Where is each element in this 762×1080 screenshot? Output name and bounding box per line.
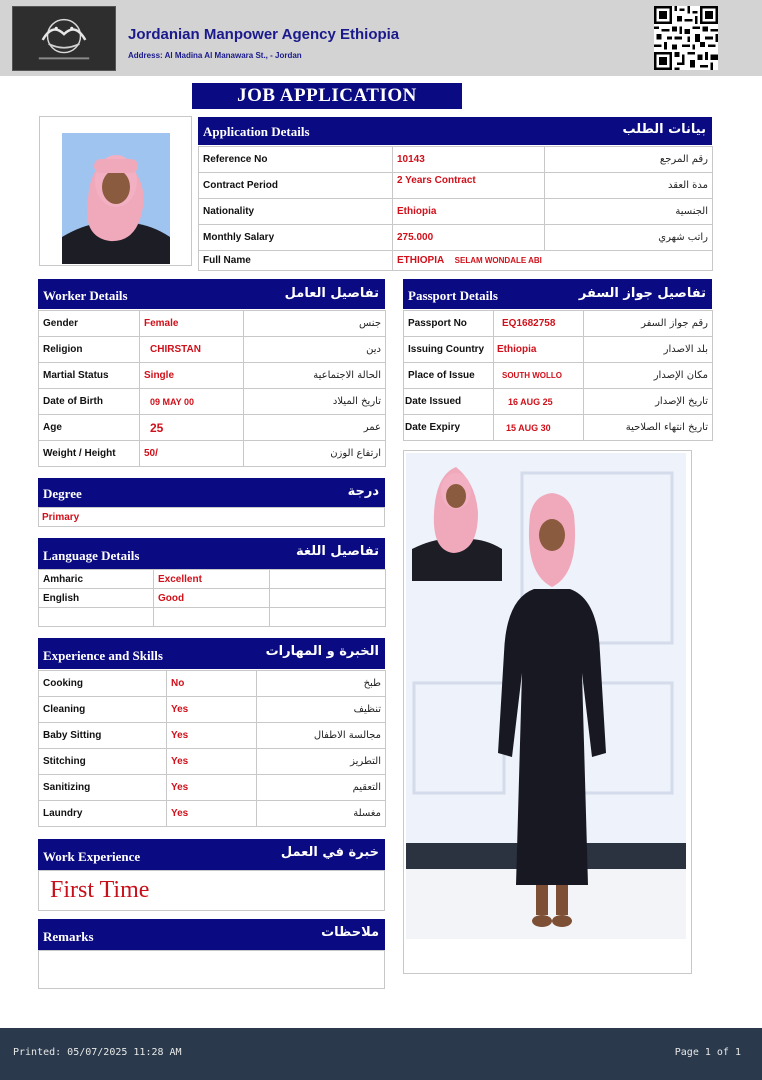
page-footer <box>0 1028 762 1080</box>
skill-stitching-label: Stitching <box>39 749 167 775</box>
application-details-table <box>198 146 713 271</box>
full-body-photo <box>406 453 686 939</box>
skill-baby-sitting-value: Yes <box>167 723 257 749</box>
nationality-label: Nationality <box>199 199 393 225</box>
full-name-value <box>393 251 713 271</box>
weight-height-value: 50/ <box>140 441 244 467</box>
language-empty-cell <box>270 608 386 627</box>
skill-cooking-value: No <box>167 671 257 697</box>
table-row <box>404 415 713 441</box>
full-name-country: ETHIOPIA <box>397 255 444 266</box>
table-row <box>199 251 713 271</box>
skill-stitching-label-ar: التطريز <box>257 749 386 775</box>
worker-details-title: Worker Details <box>43 288 128 303</box>
skills-table <box>38 670 386 827</box>
language-details-header <box>38 538 385 569</box>
table-row <box>199 225 713 251</box>
nationality-value: Ethiopia <box>393 199 545 225</box>
skill-laundry-value: Yes <box>167 801 257 827</box>
agency-address: Address: Al Madina Al Manawara St., - Jordan <box>128 51 302 60</box>
table-row <box>39 697 386 723</box>
place-of-issue-label: Place of Issue <box>404 363 494 389</box>
place-of-issue-label-ar: مكان الإصدار <box>584 363 713 389</box>
weight-height-label-ar: ارتفاع الوزن <box>244 441 386 467</box>
application-details-title-ar: بيانات الطلب <box>622 122 706 137</box>
language-english-value: Good <box>154 589 270 608</box>
date-of-birth-label-ar: تاريخ الميلاد <box>244 389 386 415</box>
date-issued-label: Date Issued <box>404 389 494 415</box>
worker-details-header <box>38 279 385 309</box>
age-label: Age <box>39 415 140 441</box>
agency-logo <box>12 6 116 71</box>
marital-status-value: Single <box>140 363 244 389</box>
religion-value: CHIRSTAN <box>140 337 244 363</box>
marital-status-label: Martial Status <box>39 363 140 389</box>
table-row <box>39 589 386 608</box>
passport-details-table <box>403 310 713 441</box>
age-label-ar: عمر <box>244 415 386 441</box>
marital-status-label-ar: الحالة الاجتماعية <box>244 363 386 389</box>
language-amharic-value: Excellent <box>154 570 270 589</box>
language-empty-cell <box>154 608 270 627</box>
religion-label-ar: دين <box>244 337 386 363</box>
worker-details-table <box>38 310 386 467</box>
monthly-salary-value: 275.000 <box>393 225 545 251</box>
page-header <box>0 0 762 76</box>
date-expiry-label: Date Expiry <box>404 415 494 441</box>
table-row <box>39 441 386 467</box>
language-details-title: Language Details <box>43 548 140 563</box>
application-details-title: Application Details <box>203 124 310 139</box>
degree-header <box>38 478 385 507</box>
degree-title: Degree <box>43 486 82 501</box>
language-details-title-ar: تفاصيل اللغة <box>296 544 379 559</box>
worker-details-title-ar: تفاصيل العامل <box>284 286 379 301</box>
contract-period-label: Contract Period <box>199 173 393 199</box>
table-row <box>199 173 713 199</box>
table-row <box>39 570 386 589</box>
skill-cleaning-value: Yes <box>167 697 257 723</box>
religion-label: Religion <box>39 337 140 363</box>
passport-no-label: Passport No <box>404 311 494 337</box>
table-row <box>199 199 713 225</box>
language-amharic-label: Amharic <box>39 570 154 589</box>
work-experience-box <box>38 870 385 911</box>
table-row <box>404 311 713 337</box>
language-details-table <box>38 569 386 627</box>
issuing-country-label: Issuing Country <box>404 337 494 363</box>
language-english-label: English <box>39 589 154 608</box>
date-of-birth-label: Date of Birth <box>39 389 140 415</box>
skills-title: Experience and Skills <box>43 648 163 663</box>
age-value: 25 <box>140 415 244 441</box>
qr-code <box>654 6 718 70</box>
monthly-salary-label: Monthly Salary <box>199 225 393 251</box>
table-row <box>39 311 386 337</box>
degree-box <box>38 507 385 527</box>
contract-period-label-ar: مدة العقد <box>545 173 713 199</box>
weight-height-label: Weight / Height <box>39 441 140 467</box>
degree-title-ar: درجة <box>347 484 379 499</box>
issuing-country-label-ar: بلد الاصدار <box>584 337 713 363</box>
date-issued-value: 16 AUG 25 <box>494 389 584 415</box>
date-expiry-label-ar: تاريخ انتهاء الصلاحية <box>584 415 713 441</box>
skill-sanitizing-label: Sanitizing <box>39 775 167 801</box>
table-row <box>39 723 386 749</box>
table-row <box>39 671 386 697</box>
remarks-title-ar: ملاحظات <box>321 925 379 940</box>
remarks-header <box>38 919 385 950</box>
skill-sanitizing-value: Yes <box>167 775 257 801</box>
work-experience-header <box>38 839 385 870</box>
work-experience-value: First Time <box>50 877 150 903</box>
gender-value: Female <box>140 311 244 337</box>
language-english-empty <box>270 589 386 608</box>
printed-timestamp: Printed: 05/07/2025 11:28 AM <box>13 1047 182 1058</box>
issuing-country-value: Ethiopia <box>494 337 584 363</box>
language-empty-cell <box>39 608 154 627</box>
skill-stitching-value: Yes <box>167 749 257 775</box>
skill-cooking-label-ar: طبخ <box>257 671 386 697</box>
place-of-issue-value: SOUTH WOLLO <box>494 363 584 389</box>
full-name-text: SELAM WONDALE ABI <box>454 256 542 265</box>
table-row <box>39 389 386 415</box>
contract-period-value: 2 Years Contract <box>393 173 545 199</box>
passport-details-title: Passport Details <box>408 288 498 303</box>
passport-no-value: EQ1682758 <box>494 311 584 337</box>
remarks-title: Remarks <box>43 929 94 944</box>
application-details-header <box>198 117 712 145</box>
gender-label-ar: جنس <box>244 311 386 337</box>
agency-name: Jordanian Manpower Agency Ethiopia <box>128 26 400 43</box>
reference-no-value: 10143 <box>393 147 545 173</box>
table-row <box>199 147 713 173</box>
skill-cooking-label: Cooking <box>39 671 167 697</box>
full-name-label: Full Name <box>199 251 393 271</box>
passport-photo-frame <box>39 116 192 266</box>
work-experience-title: Work Experience <box>43 849 141 864</box>
remarks-box <box>38 950 385 989</box>
date-issued-label-ar: تاريخ الإصدار <box>584 389 713 415</box>
page-title: JOB APPLICATION <box>192 83 462 109</box>
table-row <box>39 775 386 801</box>
skill-laundry-label: Laundry <box>39 801 167 827</box>
nationality-label-ar: الجنسية <box>545 199 713 225</box>
monthly-salary-label-ar: راتب شهري <box>545 225 713 251</box>
table-row <box>39 801 386 827</box>
language-amharic-empty <box>270 570 386 589</box>
skill-sanitizing-label-ar: التعقيم <box>257 775 386 801</box>
reference-no-label-ar: رقم المرجع <box>545 147 713 173</box>
passport-no-label-ar: رقم جواز السفر <box>584 311 713 337</box>
skill-baby-sitting-label-ar: مجالسة الاطفال <box>257 723 386 749</box>
skill-laundry-label-ar: مغسلة <box>257 801 386 827</box>
table-row <box>404 337 713 363</box>
skills-title-ar: الخبرة و المهارات <box>265 644 379 659</box>
table-row <box>39 337 386 363</box>
skill-baby-sitting-label: Baby Sitting <box>39 723 167 749</box>
table-row <box>404 363 713 389</box>
skill-cleaning-label: Cleaning <box>39 697 167 723</box>
table-row <box>39 415 386 441</box>
table-row <box>39 608 386 627</box>
date-expiry-value: 15 AUG 30 <box>494 415 584 441</box>
table-row <box>39 749 386 775</box>
degree-value: Primary <box>42 512 80 523</box>
passport-details-header <box>403 279 712 309</box>
full-body-photo-frame <box>403 450 692 974</box>
passport-details-title-ar: تفاصيل جواز السفر <box>578 286 706 301</box>
table-row <box>404 389 713 415</box>
table-row <box>39 363 386 389</box>
reference-no-label: Reference No <box>199 147 393 173</box>
page-number: Page 1 of 1 <box>674 1047 741 1058</box>
skills-header <box>38 638 385 669</box>
gender-label: Gender <box>39 311 140 337</box>
date-of-birth-value: 09 MAY 00 <box>140 389 244 415</box>
skill-cleaning-label-ar: تنظيف <box>257 697 386 723</box>
passport-photo <box>62 133 170 264</box>
work-experience-title-ar: خبرة في العمل <box>280 845 379 860</box>
